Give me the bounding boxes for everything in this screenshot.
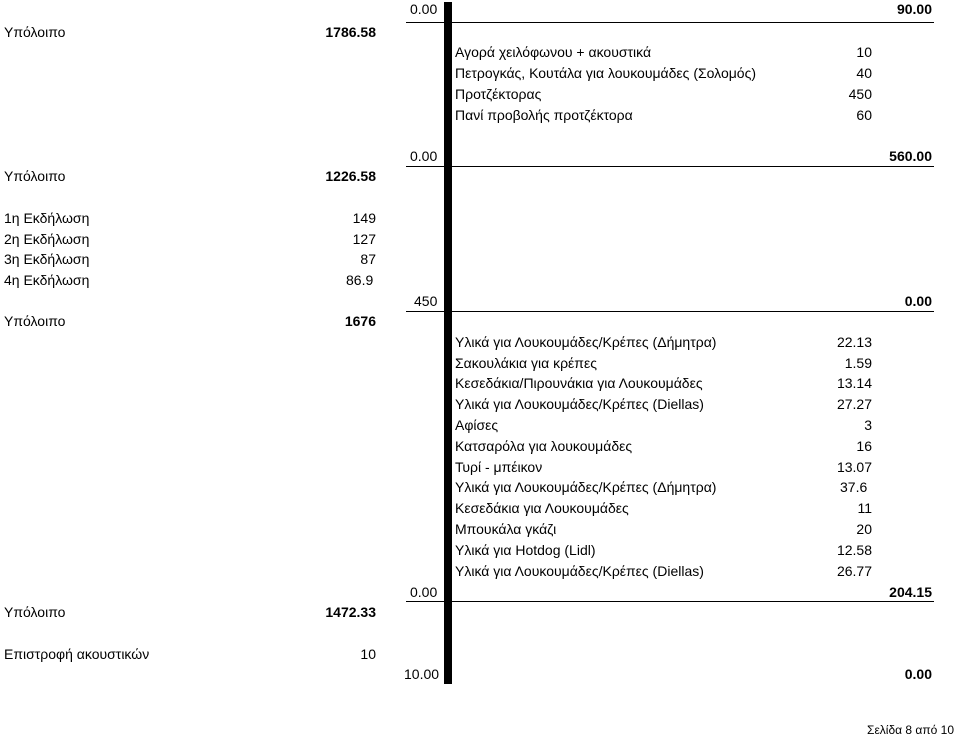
section-3-left-total: 450 — [414, 293, 438, 309]
section-5-right-total: 0.00 — [904, 666, 932, 682]
left-row-value: 10 — [360, 646, 376, 662]
left-row-value: 1786.58 — [325, 24, 376, 40]
expense-item-name: Υλικά για Hotdog (Lidl) — [455, 542, 596, 558]
left-row-value: 1676 — [344, 313, 376, 329]
section-1-total-rule — [406, 22, 934, 23]
section-3-total-rule — [406, 311, 934, 312]
page-number-label: Σελίδα 8 από 10 — [867, 723, 954, 737]
expense-item-name: Υλικά για Λουκουμάδες/Κρέπες (Diellas) — [455, 396, 704, 412]
section-3-right-total: 0.00 — [904, 293, 932, 309]
expense-item-value: 13.14 — [836, 375, 872, 391]
expense-item-name: Υλικά για Λουκουμάδες/Κρέπες (Δήμητρα) — [455, 479, 717, 495]
expense-item-value: 12.58 — [836, 542, 872, 558]
expense-item-value: 13.07 — [836, 459, 872, 475]
expense-item-value: 20 — [856, 521, 872, 537]
expense-item-value: 10 — [856, 44, 872, 60]
left-row-value: 1472.33 — [325, 604, 376, 620]
left-row-label: Υπόλοιπο — [4, 604, 66, 620]
section-2-total-rule — [406, 166, 934, 167]
section-4-right-total: 204.15 — [889, 584, 932, 600]
expense-item-name: Σακουλάκια για κρέπες — [455, 355, 597, 371]
left-row-label: 1η Εκδήλωση — [4, 210, 90, 226]
expense-item-value: 37.6 — [840, 479, 868, 495]
left-row-label: Επιστροφή ακουστικών — [4, 646, 150, 662]
left-row-value: 127 — [352, 231, 376, 247]
ledger-divider-bar — [444, 2, 452, 684]
expense-item-value: 22.13 — [836, 334, 872, 350]
expense-item-name: Μπουκάλα γκάζι — [455, 521, 557, 537]
expense-item-name: Πετρογκάς, Κουτάλα για λουκουμάδες (Σολομός) — [455, 65, 756, 81]
left-row-label: Υπόλοιπο — [4, 168, 66, 184]
expense-item-name: Κατσαρόλα για λουκουμάδες — [455, 438, 633, 454]
expense-item-name: Κεσεδάκια/Πιρουνάκια για Λουκουμάδες — [455, 375, 703, 391]
section-4-left-total: 0.00 — [410, 584, 438, 600]
left-row-label: 2η Εκδήλωση — [4, 231, 90, 247]
expense-item-value: 40 — [856, 65, 872, 81]
expense-item-value: 1.59 — [844, 355, 872, 371]
section-5-left-total: 10.00 — [404, 666, 440, 682]
expense-item-name: Κεσεδάκια για Λουκουμάδες — [455, 500, 629, 516]
left-row-label: 3η Εκδήλωση — [4, 251, 90, 267]
section-1-right-total: 90.00 — [896, 1, 932, 17]
left-row-value: 1226.58 — [325, 168, 376, 184]
expense-item-name: Πανί προβολής προτζέκτορα — [455, 107, 633, 123]
left-row-label: Υπόλοιπο — [4, 313, 66, 329]
expense-item-value: 27.27 — [836, 396, 872, 412]
expense-item-value: 3 — [864, 417, 872, 433]
section-2-left-total: 0.00 — [410, 148, 438, 164]
section-2-right-total: 560.00 — [889, 148, 932, 164]
expense-item-value: 60 — [856, 107, 872, 123]
expense-item-value: 26.77 — [836, 563, 872, 579]
left-row-value: 87 — [360, 251, 376, 267]
expense-item-value: 450 — [848, 86, 872, 102]
section-1-left-total: 0.00 — [410, 1, 438, 17]
section-4-total-rule — [406, 601, 934, 602]
expense-item-value: 16 — [856, 438, 872, 454]
expense-item-name: Υλικά για Λουκουμάδες/Κρέπες (Δήμητρα) — [455, 334, 717, 350]
expense-item-value: 11 — [857, 500, 872, 516]
expense-item-name: Υλικά για Λουκουμάδες/Κρέπες (Diellas) — [455, 563, 704, 579]
expense-item-name: Προτζέκτορας — [455, 86, 542, 102]
expense-item-name: Αφίσες — [455, 417, 499, 433]
expense-item-name: Τυρί - μπέικον — [455, 459, 543, 475]
left-row-value: 86.9 — [346, 272, 374, 288]
expense-item-name: Αγορά χειλόφωνου + ακουστικά — [455, 44, 652, 60]
left-row-label: Υπόλοιπο — [4, 24, 66, 40]
left-row-value: 149 — [352, 210, 376, 226]
left-row-label: 4η Εκδήλωση — [4, 272, 90, 288]
